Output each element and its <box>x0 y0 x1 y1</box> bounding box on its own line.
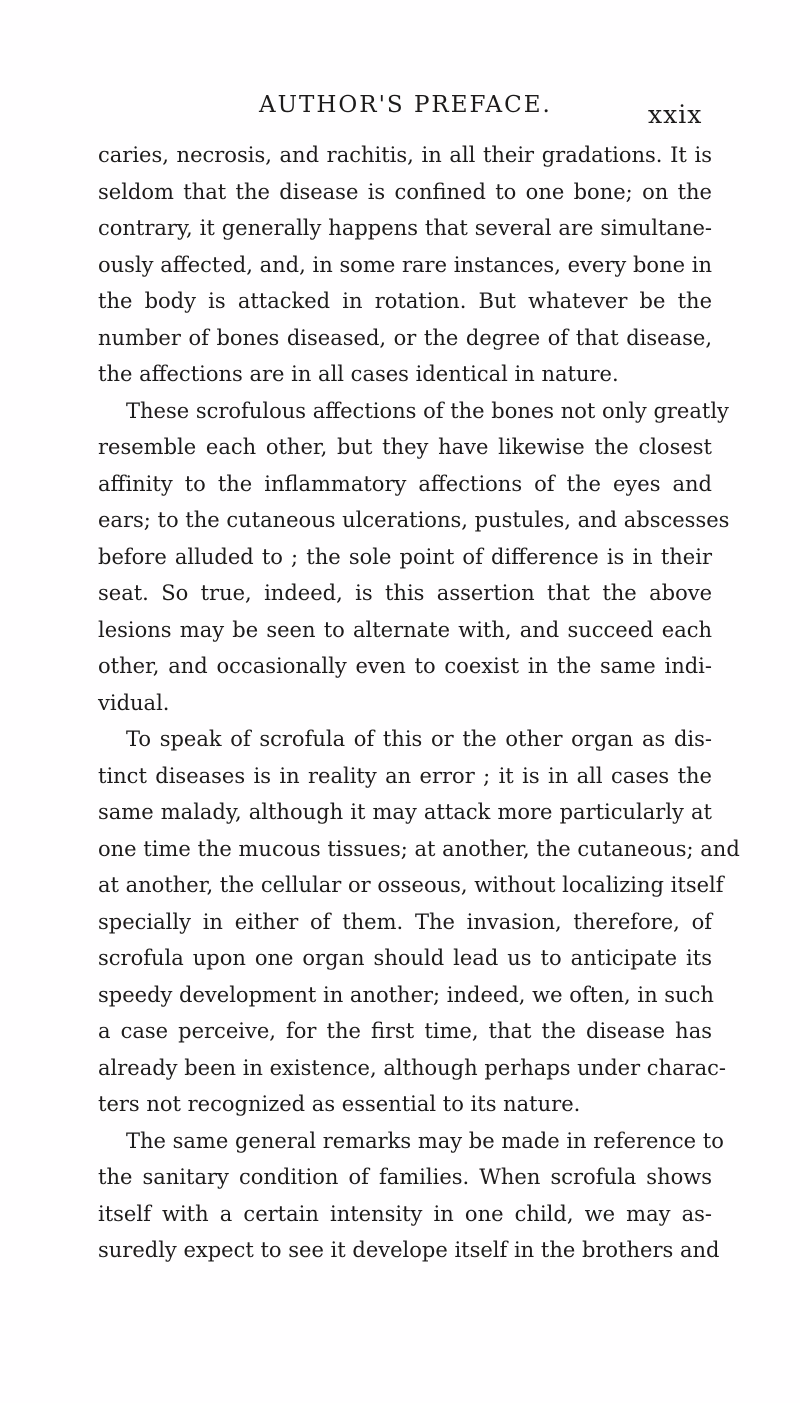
text-line: tinct diseases is in reality an error ; it is in all cases the <box>98 763 712 788</box>
text-line: vidual. <box>98 690 170 715</box>
page-number: xxix <box>648 100 703 129</box>
text-line: seat. So true, indeed, is this assertion that the above <box>98 581 712 605</box>
text-line: speedy development in another; indeed, we often, in such <box>98 982 714 1007</box>
text-line: suredly expect to see it develope itself in the brothers and <box>98 1238 720 1262</box>
text-line: caries, necrosis, and rachitis, in all their gradations. It is <box>98 143 712 167</box>
text-line: lesions may be seen to alternate with, and succeed each <box>98 617 712 642</box>
text-line: itself with a certain intensity in one child, we may as- <box>98 1201 712 1226</box>
text-line: same malady, although it may attack more particularly at <box>98 800 712 824</box>
text-line: seldom that the disease is confined to one bone; on the <box>98 179 712 204</box>
text-line: before alluded to ; the sole point of difference is in their <box>98 544 712 569</box>
text-line: scrofula upon one organ should lead us to anticipate its <box>98 946 712 970</box>
text-line: ously affected, and, in some rare instances, every bone in <box>98 252 712 277</box>
text-line: contrary, it generally happens that several are simultane- <box>98 216 712 240</box>
text-line: ears; to the cutaneous ulcerations, pustules, and abscesses <box>98 508 730 532</box>
running-head: AUTHOR'S PREFACE. <box>259 92 552 118</box>
text-line: one time the mucous tissues; at another, the cutaneous; and <box>98 836 740 861</box>
text-line: other, and occasionally even to coexist in the same indi- <box>98 654 712 678</box>
text-line: at another, the cellular or osseous, without localizing itself <box>98 873 724 897</box>
text-line: The same general remarks may be made in reference to <box>126 1128 724 1153</box>
text-line: the affections are in all cases identical in nature. <box>98 362 619 386</box>
text-line: To speak of scrofula of this or the other organ as dis- <box>126 727 712 751</box>
body-text <box>98 137 740 1269</box>
text-line: resemble each other, but they have likewise the closest <box>98 435 712 459</box>
text-line: ters not recognized as essential to its nature. <box>98 1092 581 1116</box>
text-line: specially in either of them. The invasion, therefore, of <box>98 909 712 934</box>
text-line: a case perceive, for the first time, that the disease has <box>98 1019 712 1043</box>
text-line: number of bones diseased, or the degree of that disease, <box>98 325 712 350</box>
text-line: the body is attacked in rotation. But whatever be the <box>98 289 712 313</box>
text-line: These scrofulous affections of the bones not only greatly <box>126 398 729 423</box>
text-line: the sanitary condition of families. When scrofula shows <box>98 1165 712 1189</box>
text-line: already been in existence, although perhaps under charac- <box>98 1055 727 1080</box>
text-line: affinity to the inflammatory affections of the eyes and <box>98 471 712 496</box>
